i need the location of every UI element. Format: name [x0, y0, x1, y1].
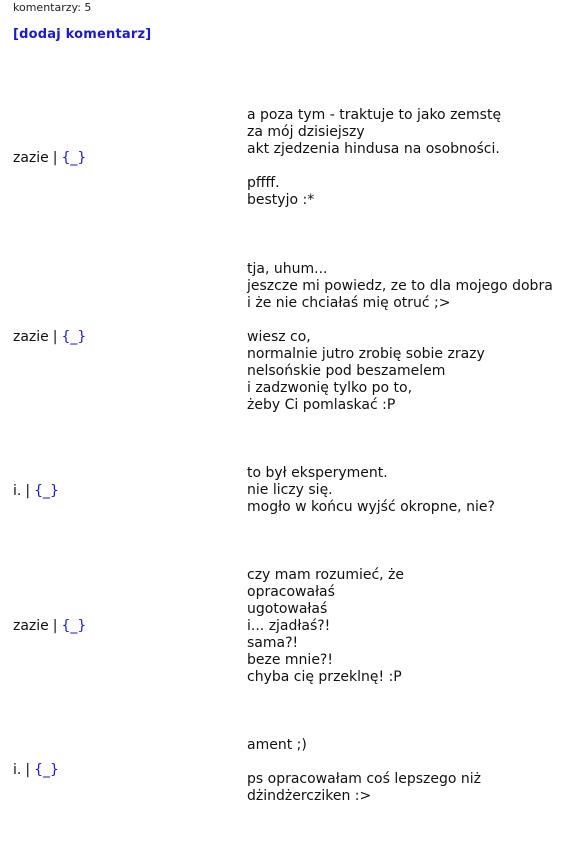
author-separator: | [52, 329, 58, 345]
comment-line: chyba cię przeklnę! :P [247, 669, 402, 685]
comment-body [247, 465, 562, 516]
comment-link[interactable]: {_} [61, 329, 87, 345]
comment-line: wiesz co, [247, 329, 311, 345]
author-separator: | [25, 762, 31, 778]
comment-author-row [13, 762, 59, 778]
comment-line: jeszcze mi powiedz, ze to dla mojego dobra [247, 278, 553, 294]
comment-author-row [13, 483, 59, 499]
comment-line: ps opracowałam coś lepszego niż [247, 771, 482, 787]
comment-author: i. [13, 483, 22, 499]
comment-line: tja, uhum... [247, 261, 328, 277]
comment-line: pffff. [247, 175, 280, 191]
comment-line: i... zjadłaś?! [247, 618, 331, 634]
comment-blank-line [247, 158, 562, 175]
comment-line: czy mam rozumieć, że [247, 567, 405, 583]
comment-body [247, 107, 562, 209]
comment-line: sama?! [247, 635, 299, 651]
comment-author-row [13, 618, 86, 634]
author-separator: | [52, 618, 58, 634]
comment-line: to był eksperyment. [247, 465, 388, 481]
comment-link[interactable]: {_} [61, 618, 87, 634]
comment-body [247, 567, 562, 686]
author-separator: | [52, 150, 58, 166]
comment-count: komentarzy: 5 [13, 1, 92, 14]
comment-blank-line [247, 754, 562, 771]
comment-link[interactable]: {_} [34, 762, 59, 778]
comment-link[interactable]: {_} [34, 483, 59, 499]
comment-author: zazie [13, 329, 49, 345]
comment-line: akt zjedzenia hindusa na osobności. [247, 141, 500, 157]
comment-line: opracowałaś [247, 584, 335, 600]
comment-line: za mój dzisiejszy [247, 124, 365, 140]
comment-line: i że nie chciałaś mię otruć ;> [247, 295, 451, 311]
comment-line: a poza tym - traktuje to jako zemstę [247, 107, 502, 123]
comment-author-row [13, 150, 86, 166]
comment-line: mogło w końcu wyjść okropne, nie? [247, 499, 495, 515]
comment-line: dżindżercziken :> [247, 788, 372, 804]
comment-author: zazie [13, 150, 49, 166]
comment-line: żeby Ci pomlaskać :P [247, 397, 396, 413]
comment-link[interactable]: {_} [61, 150, 87, 166]
comment-body [247, 737, 562, 805]
comment-line: normalnie jutro zrobię sobie zrazy [247, 346, 485, 362]
comment-blank-line [247, 312, 562, 329]
comment-line: nelsońskie pod beszamelem [247, 363, 446, 379]
comment-line: i zadzwonię tylko po to, [247, 380, 413, 396]
comment-line: ugotowałaś [247, 601, 328, 617]
comment-line: nie liczy się. [247, 482, 333, 498]
author-separator: | [25, 483, 31, 499]
comment-author: i. [13, 762, 22, 778]
comment-body [247, 261, 562, 414]
comment-line: bestyjo :* [247, 192, 315, 208]
comment-author-row [13, 329, 86, 345]
comment-author: zazie [13, 618, 49, 634]
comment-line: beze mnie?! [247, 652, 333, 668]
add-comment-link[interactable]: [dodaj komentarz] [13, 27, 152, 42]
comment-line: ament ;) [247, 737, 307, 753]
